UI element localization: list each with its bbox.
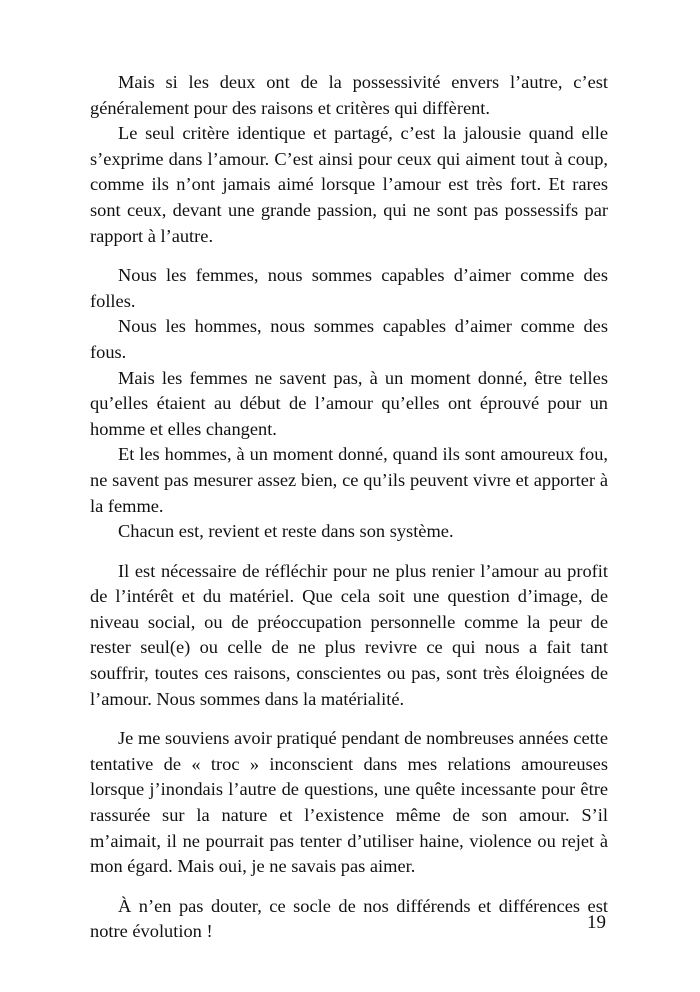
paragraph-6: Et les hommes, à un moment donné, quand ils sont amoureux fou, ne savent pas mesurer assez bien, ce qu’ils peuvent vivre et apporter à la femme.: [90, 444, 608, 516]
paragraph-9: Je me souviens avoir pratiqué pendant de nombreuses années cette tentative de « troc » inconscient dans mes relations amoureuses lorsque j’inondais l’autre de questions, une quête incessante pour être rassurée sur la nature et l’existence même de son amour. S’il m’aimait, il ne pourrait pas tenter d’utiliser haine, violence ou rejet à mon égard. Mais oui, je ne savais pas aimer.: [90, 728, 608, 877]
paragraph-4: Nous les hommes, nous sommes capables d’aimer comme des fous.: [90, 316, 608, 362]
paragraph-7: Chacun est, revient et reste dans son système.: [118, 521, 454, 542]
paragraph-5: Mais les femmes ne savent pas, à un moment donné, être telles qu’elles étaient au début de l’amour qu’elles ont éprouvé pour un homme et elles changent.: [90, 367, 608, 439]
paragraph-1: Mais si les deux ont de la possessivité envers l’autre, c’est généralement pour des raisons et critères qui diffèrent.: [90, 72, 608, 118]
paragraph-10: À n’en pas douter, ce socle de nos différends et différences est notre évolution !: [90, 895, 608, 942]
page-number: 19: [587, 912, 606, 933]
paragraph-2: Le seul critère identique et partagé, c’est la jalousie quand elle s’exprime dans l’amour. C’est ainsi pour ceux qui aiment tout à coup, comme ils n’ont jamais aimé lorsque l’amour est très fort. Et rares sont ceux, devant une grande passion, qui ne sont pas possessifs par rapport à l’autre.: [90, 123, 608, 246]
paragraph-3: Nous les femmes, nous sommes capables d’aimer comme des folles.: [90, 265, 608, 311]
paragraph-8: Il est nécessaire de réfléchir pour ne plus renier l’amour au profit de l’intérêt et du matériel. Que cela soit une question d’image, de niveau social, ou de préoccupation personnelle comme la peur de rester seul(e) ou celle de ne plus revivre ce qui nous a fait tant souffrir, toutes ces raisons, conscientes ou pas, sont très éloignées de l’amour. Nous sommes dans la matérialité.: [90, 560, 608, 709]
body-text: [90, 70, 608, 945]
